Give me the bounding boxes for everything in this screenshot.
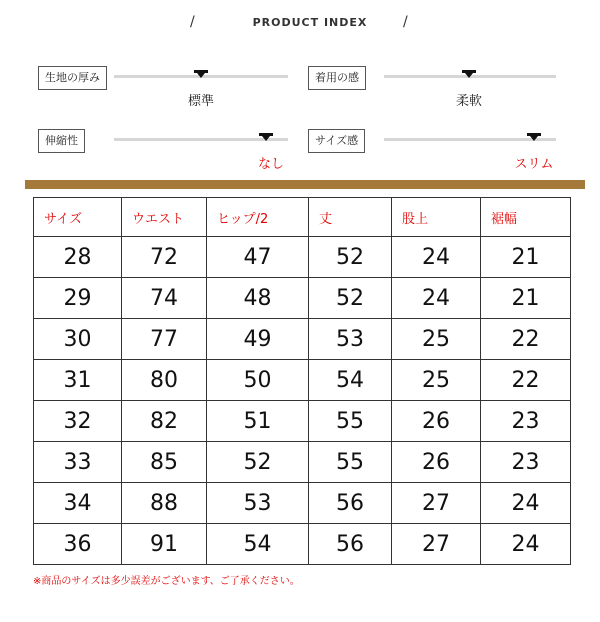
title-slash-left: / — [190, 14, 195, 30]
cell-waist: 72 — [122, 237, 207, 278]
metric-label: 着用の感 — [308, 66, 366, 90]
metric-wear-feel — [308, 66, 556, 126]
indicator-marker-icon — [259, 133, 273, 141]
header-hip-half: ヒップ/2 — [207, 198, 309, 237]
metric-label: 生地の厚み — [38, 66, 107, 90]
table-row — [34, 401, 571, 442]
table-header-row — [34, 198, 571, 237]
table-row — [34, 278, 571, 319]
title-slash-right: / — [403, 14, 408, 30]
cell-size: 33 — [34, 442, 122, 483]
section-divider — [25, 180, 585, 189]
cell-size: 32 — [34, 401, 122, 442]
table-row — [34, 483, 571, 524]
cell-hem-width: 23 — [481, 442, 571, 483]
indicator-marker-icon — [462, 70, 476, 78]
cell-hip-half: 48 — [207, 278, 309, 319]
metric-value: スリム — [514, 157, 554, 172]
metric-value: 柔軟 — [455, 94, 482, 109]
cell-hip-half: 49 — [207, 319, 309, 360]
metric-label: 伸縮性 — [38, 129, 85, 153]
cell-waist: 91 — [122, 524, 207, 565]
cell-size: 36 — [34, 524, 122, 565]
size-disclaimer-note: ※商品のサイズは多少誤差がございます、ご了承ください。 — [33, 576, 300, 587]
cell-length: 52 — [309, 278, 392, 319]
cell-length: 52 — [309, 237, 392, 278]
page-title: PRODUCT INDEX — [252, 16, 368, 29]
cell-waist: 82 — [122, 401, 207, 442]
cell-size: 31 — [34, 360, 122, 401]
header-hem-width: 裾幅 — [481, 198, 571, 237]
cell-hem-width: 24 — [481, 524, 571, 565]
cell-size: 34 — [34, 483, 122, 524]
cell-hip-half: 50 — [207, 360, 309, 401]
cell-rise: 27 — [392, 524, 481, 565]
cell-hem-width: 21 — [481, 237, 571, 278]
cell-waist: 85 — [122, 442, 207, 483]
table-row — [34, 360, 571, 401]
cell-size: 29 — [34, 278, 122, 319]
cell-waist: 80 — [122, 360, 207, 401]
table-row — [34, 237, 571, 278]
cell-rise: 26 — [392, 442, 481, 483]
cell-length: 56 — [309, 524, 392, 565]
cell-size: 30 — [34, 319, 122, 360]
cell-hip-half: 47 — [207, 237, 309, 278]
header-rise: 股上 — [392, 198, 481, 237]
cell-rise: 24 — [392, 278, 481, 319]
cell-hip-half: 54 — [207, 524, 309, 565]
cell-length: 53 — [309, 319, 392, 360]
cell-hem-width: 22 — [481, 360, 571, 401]
header-size: サイズ — [34, 198, 122, 237]
cell-hem-width: 22 — [481, 319, 571, 360]
product-index-header — [0, 14, 600, 34]
table-row — [34, 524, 571, 565]
cell-waist: 88 — [122, 483, 207, 524]
cell-length: 55 — [309, 442, 392, 483]
table-row — [34, 442, 571, 483]
metric-label: サイズ感 — [308, 129, 365, 153]
cell-rise: 25 — [392, 319, 481, 360]
cell-rise: 25 — [392, 360, 481, 401]
metric-value: 標準 — [187, 94, 214, 109]
cell-hem-width: 21 — [481, 278, 571, 319]
size-table — [33, 197, 571, 565]
indicator-marker-icon — [194, 70, 208, 78]
metric-fabric-thickness — [38, 66, 288, 126]
metric-value: なし — [257, 157, 284, 172]
cell-hip-half: 51 — [207, 401, 309, 442]
indicator-marker-icon — [527, 133, 541, 141]
cell-hem-width: 24 — [481, 483, 571, 524]
cell-rise: 24 — [392, 237, 481, 278]
cell-length: 54 — [309, 360, 392, 401]
cell-rise: 27 — [392, 483, 481, 524]
cell-waist: 74 — [122, 278, 207, 319]
cell-hip-half: 53 — [207, 483, 309, 524]
header-length: 丈 — [309, 198, 392, 237]
cell-rise: 26 — [392, 401, 481, 442]
cell-waist: 77 — [122, 319, 207, 360]
cell-hem-width: 23 — [481, 401, 571, 442]
table-row — [34, 319, 571, 360]
cell-length: 56 — [309, 483, 392, 524]
cell-size: 28 — [34, 237, 122, 278]
cell-length: 55 — [309, 401, 392, 442]
header-waist: ウエスト — [122, 198, 207, 237]
cell-hip-half: 52 — [207, 442, 309, 483]
